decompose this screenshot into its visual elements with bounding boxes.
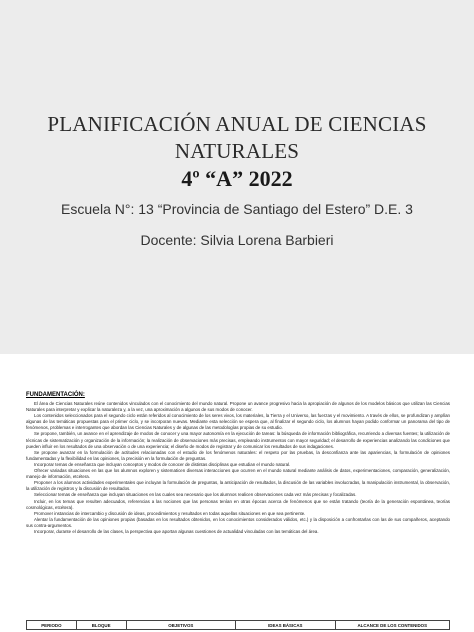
paragraph: Los contenidos seleccionados para el segundo ciclo están referidos al conocimiento de los seres vivos, los materiales, la Tierra y el Universo, las fuerzas y el movimiento. A través de ellos, se profundizan y amplían algunas de las temáticas propuestas para el primer ciclo, y se incorporan nuevas. Mediante esta selección se espera que, al finalizar el segundo ciclo, los alumnos hayan podido conformar un panorama del tipo de fenómenos, problemas e interrogantes que abordan las Ciencias Naturales y de algunas de las metodologías propias de su estudio. <box>26 413 450 431</box>
document-title-line-1: PLANIFICACIÓN ANUAL DE CIENCIAS <box>47 112 427 136</box>
school-name: Escuela N°: 13 “Provincia de Santiago del Estero” D.E. 3 <box>61 201 413 217</box>
fundamentacion-section <box>26 392 450 535</box>
paragraph: Promover instancias de intercambio y discusión de ideas, procedimientos y resultados en todas aquellas situaciones en que sea pertinente. <box>34 510 306 516</box>
paragraph: El área de Ciencias Naturales reúne contenidos vinculados con el conocimiento del mundo natural. Propone un avance progresivo hacia la apropiación de algunos de los modelos básicos que utilizan las Ciencias Naturales para interpretar y explicar la naturaleza y, a la vez, una aproximación a algunos de sus modos de conocer. <box>26 401 450 413</box>
grade-year: 4º “A” 2022 <box>181 166 293 191</box>
planning-table-header <box>26 620 450 630</box>
document-title-line-2: NATURALES <box>174 139 300 163</box>
paragraph: Incorporar temas de enseñanza que incluyan conceptos y modos de conocer de distintas disciplinas que estudian el mundo natural. <box>34 461 291 467</box>
column-header-objetivos: OBJETIVOS <box>127 621 236 629</box>
column-header-ideas-basicas: IDEAS BÁSICAS <box>236 621 336 629</box>
paragraph: Se propone avanzar en la formulación de actitudes relacionadas con el estudio de los fenómenos naturales: el respeto por las pruebas, la desconfianza ante las apariencias, la formulación de opiniones fundamentadas y la flexibilidad en las opiniones, la precisión en la formulación de preguntas. <box>26 449 450 461</box>
paragraph: Incluir, en los temas que resulten adecuados, referencias a las nociones que las personas tenían en otras épocas acerca de fenómenos que se están tratando (teoría de la generación espontánea, teorías cosmológicas, etcétera). <box>26 498 450 510</box>
column-header-alcance: ALCANCE DE LOS CONTENIDOS <box>357 623 428 628</box>
paragraph: Seleccionar temas de enseñanza que incluyan situaciones en las cuales sea necesario que los alumnos realicen observaciones cada vez más precisas y focalizadas. <box>34 492 357 498</box>
paragraph: Se propone, también, un avance en el aprendizaje de modos de conocer y una mayor autonomía en la ejecución de tareas: la búsqueda de información bibliográfica, recurriendo a diversas fuentes; la utilización de técnicas de sistematización y organización de la información; la realización de observaciones más precisas, empleando instrumentos con mayor seguridad; el desarrollo de experiencias analizando las condiciones que pueden influir en los resultados de una observación o de una experiencia; el diseño de modos de registrar y de comunicar los resultados de sus indagaciones. <box>26 431 450 449</box>
paragraph: Proponer a los alumnos actividades experimentales que incluyan la formulación de preguntas, la anticipación de resultados, la discusión de las variables involucradas, la manipulación instrumental, la observación, la utilización de registros y la discusión de resultados. <box>26 480 450 492</box>
section-title: FUNDAMENTACIÓN: <box>26 392 85 398</box>
column-header-periodo: PERIODO <box>27 621 77 629</box>
teacher-name: Docente: Silvia Lorena Barbieri <box>140 232 334 248</box>
paragraph: Ofrecer variadas situaciones en las que los alumnos exploren y sistematicen diversas interacciones que ocurren en el mundo natural mediante análisis de datos, experimentaciones, comparación, generalización, manejo de información, etcétera. <box>26 468 450 480</box>
column-header-bloque: BLOQUE <box>77 621 127 629</box>
paragraph: Incorporar, durante el desarrollo de las clases, la perspectiva que aportan algunas cuestiones de actualidad vinculadas con las temáticas del área. <box>34 528 319 534</box>
paragraph: Alentar la fundamentación de las opiniones propias (basadas en los resultados obtenidos, en los conocimientos considerados válidos, etc.) y la disposición a confrontarlas con las de sus compañeros, aceptando sus contra-argumentos. <box>26 516 450 528</box>
